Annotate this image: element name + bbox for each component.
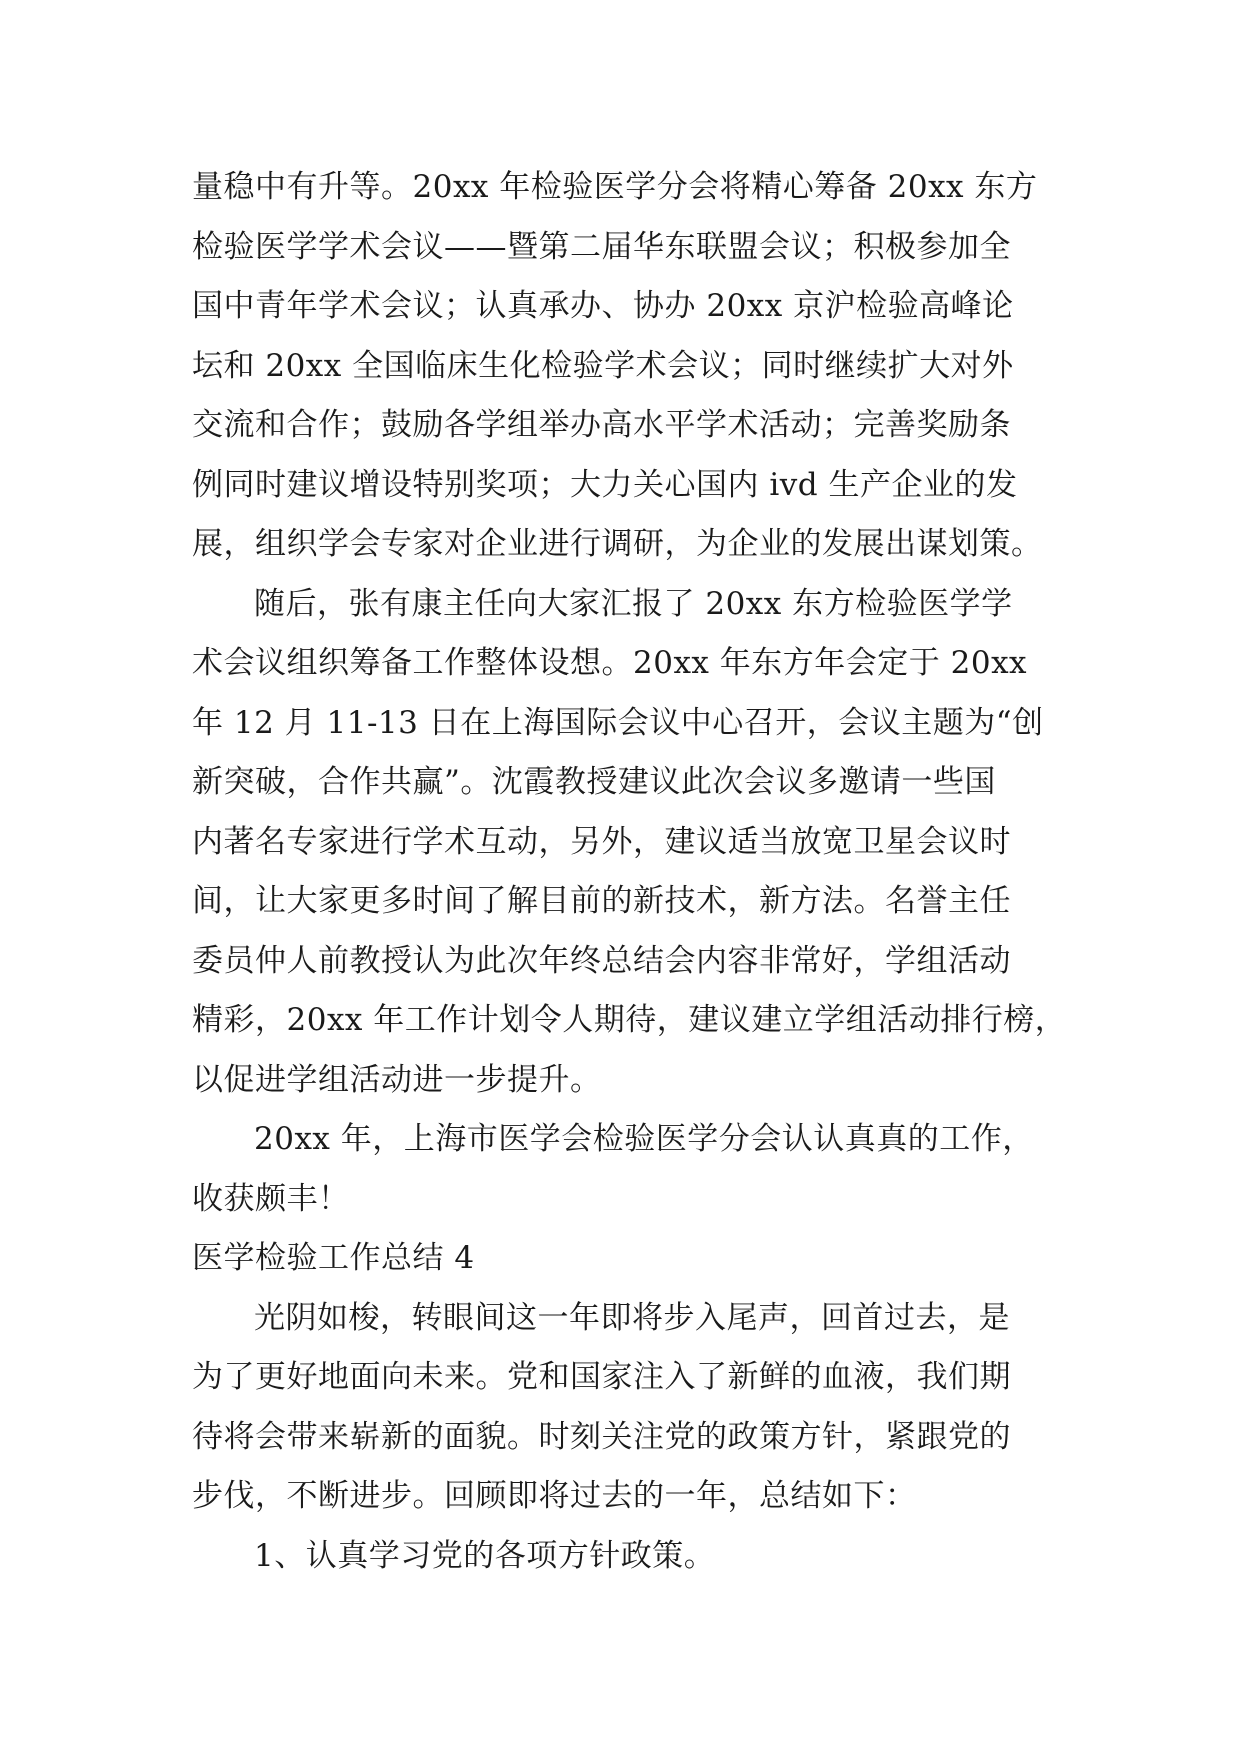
text-line: 间，让大家更多时间了解目前的新技术，新方法。名誉主任 (192, 883, 1011, 919)
paragraph-start-line: 光阴如梭，转眼间这一年即将步入尾声，回首过去，是 (254, 1299, 1010, 1336)
text-line: 内著名专家进行学术互动，另外，建议适当放宽卫星会议时 (192, 823, 1011, 860)
text-line: 步伐，不断进步。回顾即将过去的一年，总结如下： (192, 1478, 917, 1514)
text-line: 术会议组织筹备工作整体设想。20xx 年东方年会定于 20xx (192, 645, 1028, 681)
document-body (192, 158, 1067, 1586)
paragraph-start-line: 随后，张有康主任向大家汇报了 20xx 东方检验医学学 (254, 585, 1013, 622)
text-line: 国中青年学术会议；认真承办、协办 20xx 京沪检验高峰论 (192, 288, 1014, 324)
text-line: 精彩，20xx 年工作计划令人期待，建议建立学组活动排行榜， (192, 1002, 1067, 1038)
text-line: 检验医学学术会议——暨第二届华东联盟会议；积极参加全 (192, 228, 1011, 265)
text-line: 收获颇丰！ (192, 1180, 350, 1217)
text-line: 待将会带来崭新的面貌。时刻关注党的政策方针，紧跟党的 (192, 1418, 1011, 1455)
text-line: 年 12 月 11-13 日在上海国际会议中心召开，会议主题为“创 (192, 704, 1044, 741)
text-line: 展，组织学会专家对企业进行调研，为企业的发展出谋划策。 (192, 526, 1043, 562)
list-item: 1、认真学习党的各项方针政策。 (254, 1537, 716, 1574)
text-line: 例同时建议增设特别奖项；大力关心国内 ivd 生产企业的发 (192, 466, 1018, 503)
text-line: 委员仲人前教授认为此次年终总结会内容非常好，学组活动 (192, 942, 1011, 979)
text-line: 量稳中有升等。20xx 年检验医学分会将精心筹备 20xx 东方 (192, 169, 1038, 205)
text-line: 坛和 20xx 全国临床生化检验学术会议；同时继续扩大对外 (192, 347, 1014, 384)
section-heading: 医学检验工作总结 4 (192, 1240, 475, 1276)
text-line: 新突破，合作共赢”。沈霞教授建议此次会议多邀请一些国 (192, 764, 996, 800)
text-line: 交流和合作；鼓励各学组举办高水平学术活动；完善奖励条 (192, 407, 1011, 443)
text-line: 为了更好地面向未来。党和国家注入了新鲜的血液，我们期 (192, 1359, 1011, 1395)
text-line: 以促进学组活动进一步提升。 (192, 1061, 602, 1098)
paragraph-start-line: 20xx 年，上海市医学会检验医学分会认认真真的工作， (254, 1121, 1034, 1157)
